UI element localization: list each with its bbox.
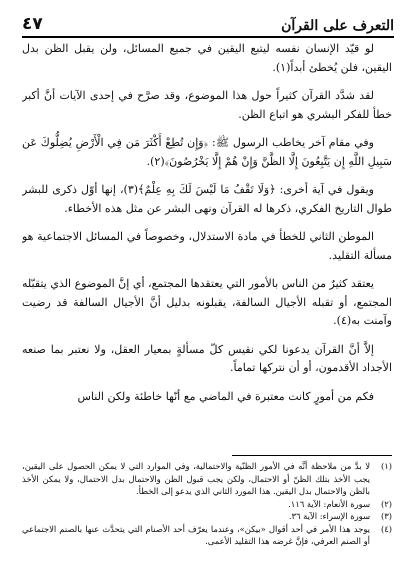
footnote-text: سورة الأنعام: الآية ١١٦. bbox=[288, 498, 370, 509]
paragraph: لقد شدَّد القرآن كثيراً حول هذا الموضوع، وقد صرَّح في إحدى الآيات أنَّ أكبر خطأ للفكر البشري هو اتباع الظن. bbox=[22, 89, 392, 121]
footnote-number: (٣) bbox=[380, 511, 392, 521]
paragraph: لو قيّد الإنسان نفسه ليتبع اليقين في جميع المسائل، ولن يقبل الظن بدل اليقين، فلن يُخطئ أبداً(١). bbox=[22, 42, 392, 74]
footnote bbox=[22, 510, 392, 523]
paragraph: الموطن الثاني للخطأ في مادة الاستدلال، وخصوصاً في المسائل الاجتماعية هو مسألة التقليد. bbox=[22, 230, 392, 262]
paragraph: فكم من أمورٍ كانت معتبرة في الماضي مع أنّها خاطئة ولكن الناس bbox=[77, 389, 374, 403]
footnote bbox=[22, 460, 392, 498]
main-text bbox=[22, 40, 392, 448]
page-header bbox=[22, 8, 394, 38]
footnote-text: يوجد هذا الأمر في أحد أقوال «بيكن»، وعندما يعرّف أحد الأصنام التي يتحدَّث عنها بالصنم الاجتماعي أو الصنم العرفي، فإنَّ غرضه هذا التقليد الأعمى. bbox=[22, 523, 370, 546]
footnotes bbox=[22, 460, 392, 578]
footnote-number: (١) bbox=[380, 461, 392, 471]
page-number: ٤٧ bbox=[22, 14, 43, 34]
footnote-text: لا بدَّ من ملاحظة أنَّه في الأمور الظنّية والاحتمالية، وفي الموارد التي لا يمكن الحصول على اليقين، يجب الأخذ بتلك الظنّ أو الاحتمال، ولكن يجب قبول الظن والاحتمال بدل الاحتمال، ولا يمكن الأخذ بالظن والاحتمال بدل اليقين. هذا المورد الثاني الذي يدعو إلى الخطأ. bbox=[22, 461, 370, 496]
running-title: التعرف على القرآن bbox=[281, 18, 394, 34]
footnote-divider bbox=[232, 455, 392, 456]
paragraph: ويقول في آية أخرى: ﴿وَلَا تَقْفُ مَا لَيْسَ لَكَ بِهِ عِلْمٌ﴾(٣)، إنها أوّل ذكرى للبشر طوال التاريخ الفكري، ذكرها له القرآن ونهى البشر عن مثل هذه الأخطاء. bbox=[22, 183, 392, 215]
footnote bbox=[22, 523, 392, 548]
footnote bbox=[22, 498, 392, 511]
footnote-number: (٤) bbox=[380, 523, 392, 534]
paragraph: يعتقد كثيرٌ من الناس بالأمور التي يعتقدها المجتمع، أي إنَّ الموضوع الذي يتقبّله المجتمع، أو تقبله الأجيال السالفة، يقبلونه بدليل أنَّ الأجيال السالفة قد رضيت وآمنت به(٤). bbox=[22, 277, 392, 327]
paragraph: إلاَّ أنَّ القرآن يدعونا لكي نقيس كلّ مسألةٍ بمعيار العقل، ولا نعتبر بما صنعه الأجداد الأقدمون، أو أن نتركها تماماً. bbox=[22, 342, 392, 374]
footnote-text: سورة الإسراء: الآية ٣٦. bbox=[288, 511, 370, 521]
paragraph: وفي مقام آخر يخاطب الرسول ﷺ: ﴿وَإِن تُطِعْ أَكْثَرَ مَن فِي الْأَرْضِ يُضِلُّوكَ عَن سَبِيلِ اللَّهِ إِن يَتَّبِعُونَ إِلَّا الظَّنَّ وَإِنْ هُمْ إِلَّا يَخْرُصُونَ﴾(٢). bbox=[22, 136, 392, 168]
footnote-number: (٢) bbox=[380, 498, 392, 509]
